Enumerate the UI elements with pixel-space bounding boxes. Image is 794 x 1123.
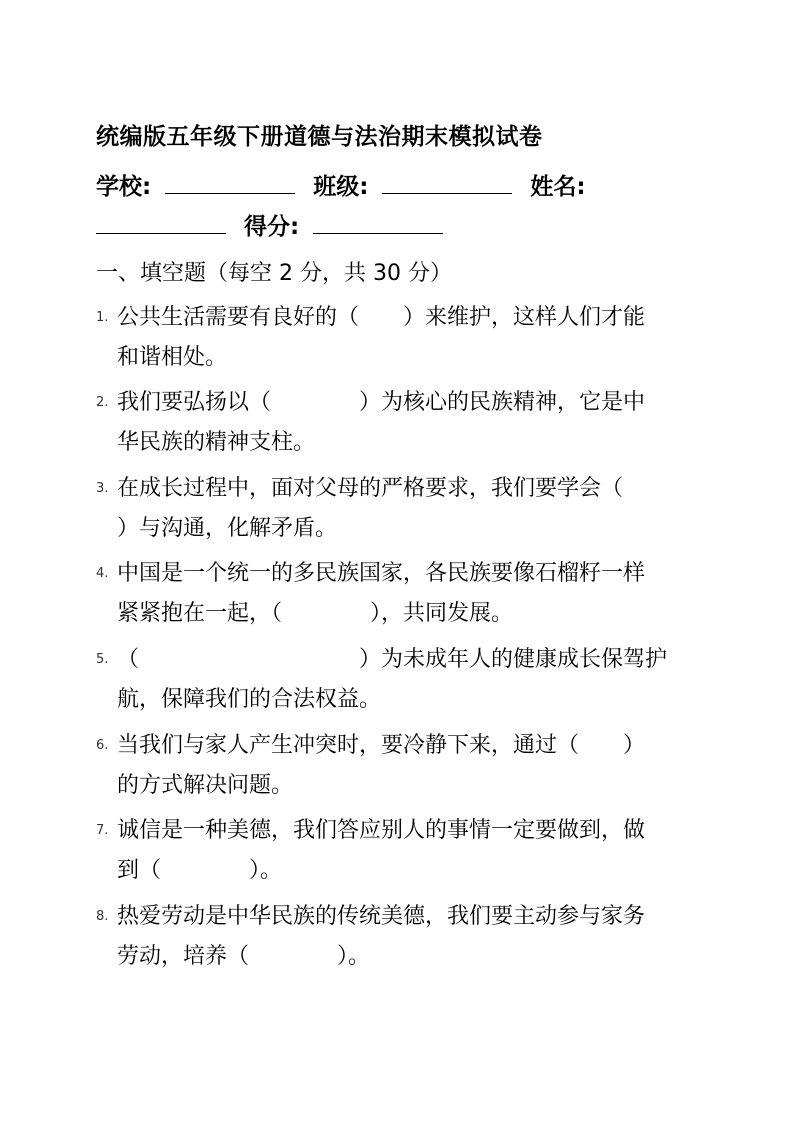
question-line: 的方式解决问题。 <box>117 773 294 798</box>
name-label: 姓名: <box>530 174 586 200</box>
question-number: 3. <box>96 481 109 496</box>
question-line: 热爱劳动是中华民族的传统美德，我们要主动参与家务 <box>117 904 646 929</box>
question-line: （ ）为未成年人的健康成长保驾护 <box>117 647 668 672</box>
question-number: 2. <box>96 395 109 410</box>
question-line: 我们要弘扬以（ ）为核心的民族精神，它是中 <box>117 390 646 415</box>
question-text <box>117 811 696 891</box>
question-3 <box>96 469 696 549</box>
question-8 <box>96 897 696 977</box>
question-2 <box>96 383 696 463</box>
question-text <box>117 469 696 549</box>
question-number: 6. <box>96 738 109 753</box>
question-7 <box>96 811 696 891</box>
name-blank[interactable] <box>96 213 226 234</box>
class-label: 班级: <box>313 174 369 200</box>
question-number: 5. <box>96 652 109 667</box>
question-line: 诚信是一种美德，我们答应别人的事情一定要做到，做 <box>117 818 646 843</box>
question-text <box>117 554 696 634</box>
question-line: 航，保障我们的合法权益。 <box>117 687 382 712</box>
class-blank[interactable] <box>382 173 512 194</box>
question-text <box>117 726 696 806</box>
question-4 <box>96 554 696 634</box>
question-line: 中国是一个统一的多民族国家，各民族要像石榴籽一样 <box>117 561 646 586</box>
score-label: 得分: <box>244 214 300 240</box>
question-number: 7. <box>96 823 109 838</box>
question-1 <box>96 298 696 378</box>
question-number: 8. <box>96 909 109 924</box>
question-line: 在成长过程中，面对父母的严格要求，我们要学会（ <box>117 476 624 501</box>
question-line: 华民族的精神支柱。 <box>117 430 316 455</box>
question-text <box>117 897 696 977</box>
question-line: 和谐相处。 <box>117 345 228 370</box>
question-6 <box>96 726 696 806</box>
question-text <box>117 298 696 378</box>
question-line: 紧紧抱在一起，（ ），共同发展。 <box>117 601 514 626</box>
question-line: ）与沟通，化解矛盾。 <box>117 516 338 541</box>
question-number: 1. <box>96 310 109 325</box>
question-text <box>117 640 696 720</box>
section-title: 一、填空题（每空 2 分，共 30 分） <box>96 261 452 286</box>
page-title: 统编版五年级下册道德与法治期末模拟试卷 <box>96 124 543 150</box>
question-number: 4. <box>96 566 109 581</box>
question-text <box>117 383 696 463</box>
question-line: 当我们与家人产生冲突时，要冷静下来，通过（ ） <box>117 733 646 758</box>
question-line: 到（ ）。 <box>117 858 283 883</box>
school-label: 学校: <box>96 174 152 200</box>
student-info-row-1 <box>96 168 586 201</box>
question-line: 劳动，培养（ ）。 <box>117 944 371 969</box>
school-blank[interactable] <box>165 173 295 194</box>
question-5 <box>96 640 696 720</box>
score-blank[interactable] <box>313 213 443 234</box>
student-info-row-2 <box>96 208 461 241</box>
question-line: 公共生活需要有良好的（ ）来维护，这样人们才能 <box>117 305 646 330</box>
